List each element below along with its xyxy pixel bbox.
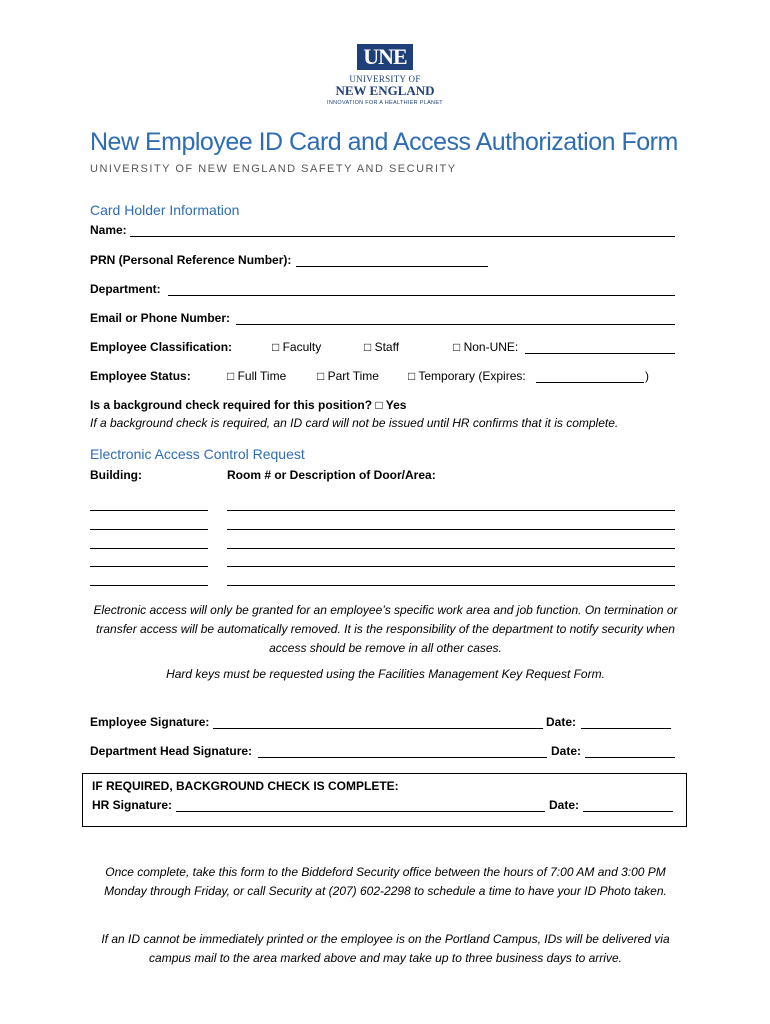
hard-keys-note: Hard keys must be requested using the Facilities Management Key Request Form. bbox=[166, 667, 605, 681]
une-logo-mark: UNE bbox=[357, 44, 413, 70]
checkbox-part-time[interactable]: □ Part Time bbox=[317, 369, 379, 383]
section-heading-access: Electronic Access Control Request bbox=[90, 446, 305, 462]
room-field[interactable] bbox=[227, 548, 675, 549]
employee-signature-label: Employee Signature: bbox=[90, 715, 210, 729]
page-title: New Employee ID Card and Access Authorization Form bbox=[90, 128, 678, 156]
room-field[interactable] bbox=[227, 529, 675, 530]
name-label: Name: bbox=[90, 223, 127, 237]
building-field[interactable] bbox=[90, 566, 208, 567]
hr-signature-label: HR Signature: bbox=[92, 798, 173, 812]
building-field[interactable] bbox=[90, 510, 208, 511]
background-check-note: If a background check is required, an ID card will not be issued until HR confirms that it is complete. bbox=[90, 416, 619, 430]
dept-head-signature-label: Department Head Signature: bbox=[90, 744, 253, 758]
checkbox-non-une[interactable]: □ Non-UNE: bbox=[453, 340, 519, 354]
logo-tagline: INNOVATION FOR A HEALTHIER PLANET bbox=[327, 100, 443, 106]
email-phone-field[interactable] bbox=[236, 324, 675, 325]
prn-label: PRN (Personal Reference Number): bbox=[90, 253, 292, 267]
employee-date-field[interactable] bbox=[581, 728, 671, 729]
room-field[interactable] bbox=[227, 566, 675, 567]
checkbox-faculty[interactable]: □ Faculty bbox=[272, 340, 322, 354]
room-field[interactable] bbox=[227, 585, 675, 586]
section-heading-card-holder: Card Holder Information bbox=[90, 202, 240, 218]
checkbox-temporary[interactable]: □ Temporary (Expires: bbox=[408, 369, 526, 383]
page-subtitle: UNIVERSITY OF NEW ENGLAND SAFETY AND SECURITY bbox=[90, 163, 457, 175]
status-label: Employee Status: bbox=[90, 369, 191, 383]
hr-date-label: Date: bbox=[549, 798, 580, 812]
building-field[interactable] bbox=[90, 585, 208, 586]
access-policy-note: Electronic access will only be granted for an employee’s specific work area and job function. On termination or transfer access will be automatically removed. It is the responsibility of the department to notify security when access should be remove in all other cases. bbox=[93, 603, 678, 655]
temporary-expires-field[interactable] bbox=[536, 382, 644, 383]
hr-date-field[interactable] bbox=[583, 811, 673, 812]
department-field[interactable] bbox=[168, 295, 675, 296]
employee-signature-field[interactable] bbox=[213, 728, 543, 729]
hr-box-heading: IF REQUIRED, BACKGROUND CHECK IS COMPLETE: bbox=[92, 779, 399, 793]
footer-instructions: Once complete, take this form to the Biddeford Security office between the hours of 7:00 AM and 3:00 PM Monday through Friday, or call Security at (207) 602-2298 to schedule a time to have your ID Photo taken. bbox=[104, 865, 667, 898]
name-field[interactable] bbox=[130, 236, 675, 237]
temporary-close-paren: ) bbox=[645, 369, 649, 383]
building-field[interactable] bbox=[90, 548, 208, 549]
department-label: Department: bbox=[90, 282, 161, 296]
logo-university-of: UNIVERSITY OF bbox=[349, 74, 421, 84]
checkbox-staff[interactable]: □ Staff bbox=[364, 340, 400, 354]
classification-label: Employee Classification: bbox=[90, 340, 233, 354]
checkbox-full-time[interactable]: □ Full Time bbox=[227, 369, 287, 383]
building-label: Building: bbox=[90, 468, 142, 482]
dept-head-date-field[interactable] bbox=[585, 757, 675, 758]
footer-portland-note: If an ID cannot be immediately printed or the employee is on the Portland Campus, IDs will be delivered via campus mail to the area marked above and may take up to three business days to arrive. bbox=[101, 932, 670, 965]
prn-field[interactable] bbox=[296, 266, 488, 267]
dept-head-signature-field[interactable] bbox=[258, 757, 547, 758]
background-check-question[interactable]: Is a background check required for this position? □ Yes bbox=[90, 398, 407, 412]
non-une-field[interactable] bbox=[525, 353, 675, 354]
hr-signature-field[interactable] bbox=[176, 811, 545, 812]
room-label: Room # or Description of Door/Area: bbox=[227, 468, 436, 482]
email-phone-label: Email or Phone Number: bbox=[90, 311, 231, 325]
building-field[interactable] bbox=[90, 529, 208, 530]
employee-date-label: Date: bbox=[546, 715, 577, 729]
logo-new-england: NEW ENGLAND bbox=[335, 83, 435, 98]
room-field[interactable] bbox=[227, 510, 675, 511]
dept-head-date-label: Date: bbox=[551, 744, 582, 758]
